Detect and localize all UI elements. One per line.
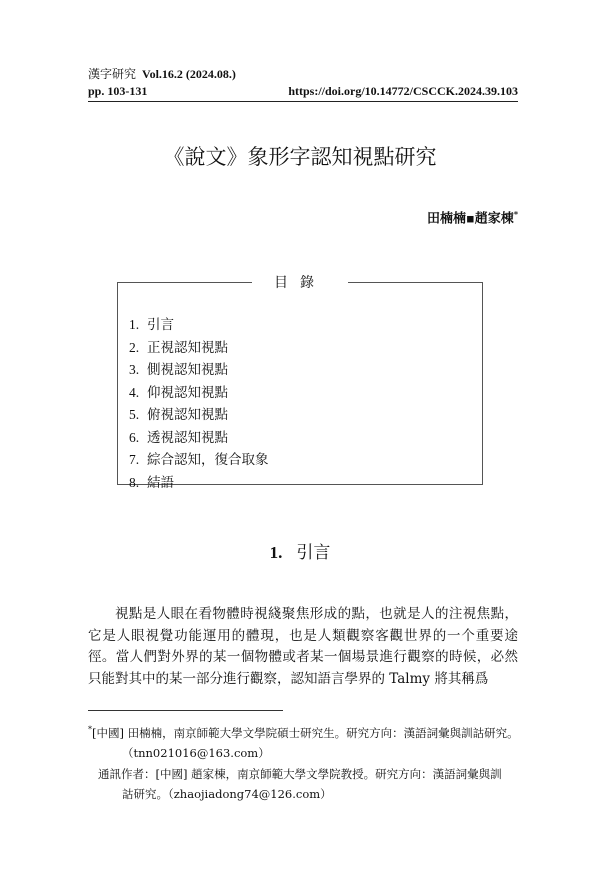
toc-item-label: 引言 (147, 317, 174, 333)
toc-item-number: 7. (129, 452, 140, 467)
toc-item-number: 8. (129, 474, 140, 490)
author-line (427, 205, 518, 228)
toc-item-number: 2. (129, 339, 140, 355)
paragraph: 視點是人眼在看物體時視綫聚焦形成的點，也就是人的注視焦點，它是人眼視覺功能運用的體現，也是人類觀察客觀世界的一个重要途徑。當人們對外界的某一個物體或者某一個場景進行觀察的時候，必然只能對其中的某一部分進行觀察，認知語言學界的 Talmy 將其稱爲 (88, 606, 518, 687)
header-row (88, 83, 518, 99)
toc-title-wrap (118, 272, 482, 292)
journal-volume: Vol.16.2 (2024.08.) (142, 67, 236, 81)
toc-item-label: 俯視認知視點 (147, 407, 228, 423)
toc-item[interactable] (129, 404, 269, 427)
toc-list (129, 314, 269, 494)
doi-link[interactable]: https://doi.org/10.14772/CSCCK.2024.39.103 (288, 84, 518, 98)
toc-item[interactable] (129, 359, 269, 382)
toc-item-label: 側視認知視點 (147, 362, 228, 378)
footnote-mark: * (88, 725, 92, 734)
footnote-author1 (88, 720, 528, 763)
toc-item[interactable] (129, 382, 269, 405)
footnote-line: 通訊作者：[中國] 趙家棟，南京師範大學文學院教授。研究方向：漢語詞彙與訓 (98, 767, 502, 781)
toc-item-number: 3. (129, 362, 140, 377)
toc-item-number: 6. (129, 429, 140, 445)
footnote-email: （tnn021016@163.com） (122, 745, 270, 760)
table-of-contents (117, 275, 483, 491)
toc-item[interactable] (129, 314, 269, 337)
toc-item[interactable] (129, 472, 269, 495)
section-number: 1. (269, 543, 283, 562)
footnote-corresponding (88, 764, 528, 804)
paper-title: 《說文》象形字認知視點研究 (163, 145, 437, 169)
toc-item[interactable] (129, 427, 269, 450)
journal-name: 漢字研究 (88, 67, 137, 81)
toc-item[interactable] (129, 449, 269, 472)
toc-item-number: 4. (129, 384, 140, 400)
header-divider (88, 101, 518, 102)
toc-item-label: 結語 (147, 474, 174, 491)
toc-item-label: 綜合認知，復合取象 (147, 452, 269, 468)
journal-header (88, 66, 518, 82)
footnote-line: [中國] 田楠楠，南京師範大學文學院碩士研究生。研究方向：漢語詞彙與訓詁研究。 (92, 725, 519, 740)
body-text (88, 604, 518, 690)
toc-item-number: 5. (129, 407, 140, 422)
toc-item-label: 仰視認知視點 (147, 384, 228, 401)
author-note-mark: * (513, 209, 518, 219)
toc-item-label: 透視認知視點 (147, 429, 228, 446)
section-title: 引言 (296, 543, 331, 563)
toc-item-number: 1. (129, 317, 140, 332)
toc-item-label: 正視認知視點 (147, 339, 228, 356)
authors: 田楠楠▪趙家棟 (427, 211, 514, 227)
toc-item[interactable] (129, 337, 269, 360)
section-heading (0, 542, 600, 564)
footnote-divider (88, 710, 283, 711)
toc-title: 目錄 (252, 275, 348, 291)
footnote-email: 詁研究。（zhaojiadong74@126.com） (122, 787, 332, 801)
page-range: pp. 103-131 (88, 84, 148, 98)
